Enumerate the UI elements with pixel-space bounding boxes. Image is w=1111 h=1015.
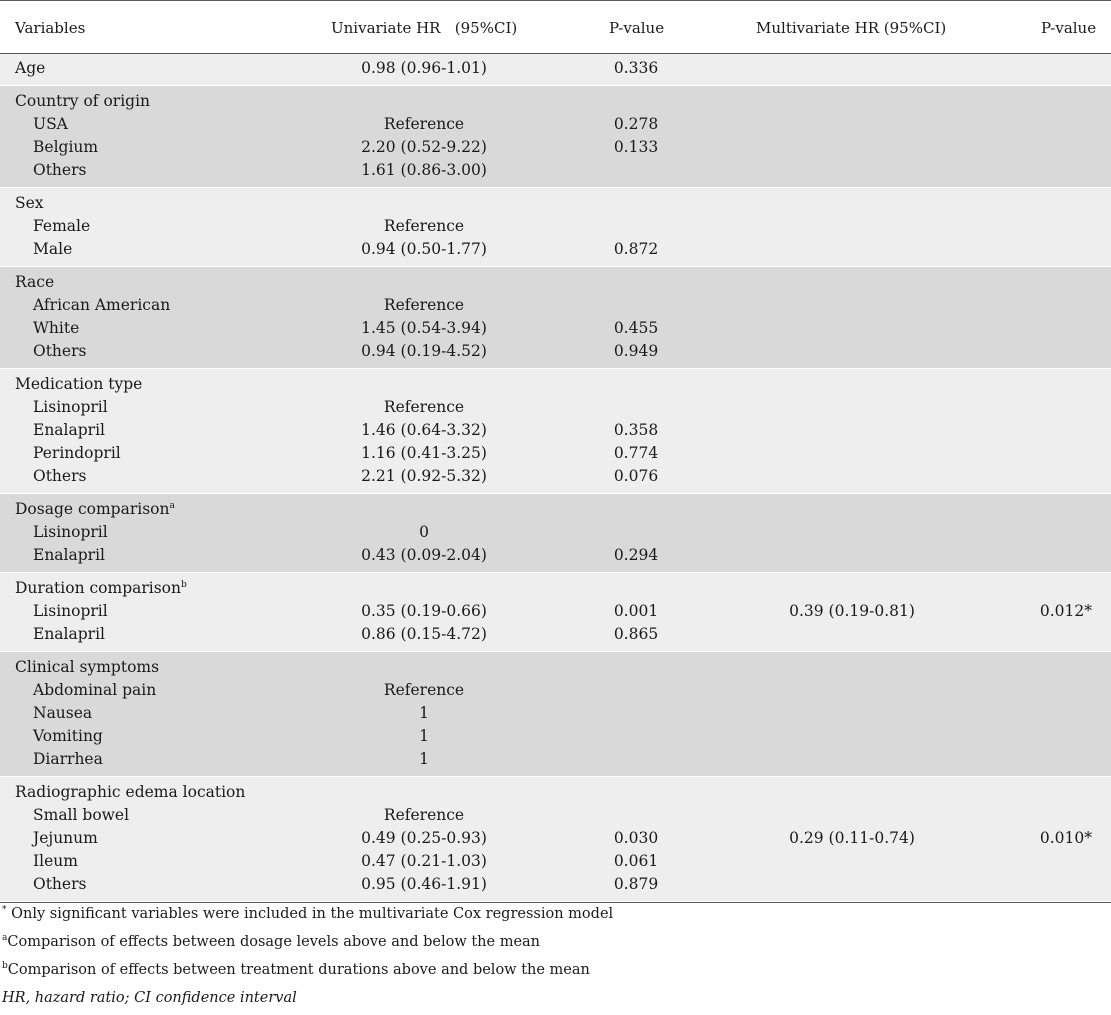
univariate-hr-cell: 1.45 (0.54-3.94) (361, 319, 487, 337)
multivariate-hr-cell: 0.39 (0.19-0.81) (789, 602, 915, 620)
table-row (0, 136, 1111, 159)
group-header-row (0, 57, 1111, 80)
variable-level: Lisinopril (33, 523, 108, 541)
univariate-hr-cell: 0.49 (0.25-0.93) (361, 829, 487, 847)
table-row (0, 623, 1111, 646)
table-group (0, 369, 1111, 494)
group-header-row (0, 656, 1111, 679)
univariate-hr-cell: Reference (383, 296, 465, 314)
univariate-hr-cell: 1 (419, 704, 429, 722)
group-label: Dosage comparison$^a$ (15, 500, 175, 518)
variable-level: Ileum (33, 852, 78, 870)
univariate-hr-cell: Reference (383, 681, 465, 699)
table-row (0, 215, 1111, 238)
group-header-row (0, 192, 1111, 215)
group-label: Clinical symptoms (15, 658, 160, 676)
variable-level: Male (33, 240, 73, 258)
univariate-p-cell: 0.358 (613, 421, 659, 439)
univariate-hr-cell: Reference (383, 398, 465, 416)
table-header (0, 0, 1111, 54)
header-univariate-hr: Univariate HR (95%CI) (331, 19, 518, 37)
table-row (0, 442, 1111, 465)
univariate-hr-cell: 0.47 (0.21-1.03) (361, 852, 487, 870)
table-row (0, 725, 1111, 748)
table-footnotes (0, 902, 1111, 1015)
footnote (0, 931, 1111, 959)
multivariate-p-cell: 0.010* (1039, 829, 1092, 847)
table-group (0, 652, 1111, 777)
variable-level: Lisinopril (33, 602, 108, 620)
table-row (0, 544, 1111, 567)
variable-level: Others (33, 467, 87, 485)
table-group (0, 777, 1111, 902)
table-row (0, 702, 1111, 725)
variable-level: Enalapril (33, 546, 105, 564)
header-variables: Variables (15, 19, 86, 37)
univariate-p-cell: 0.001 (613, 602, 659, 620)
table-group (0, 86, 1111, 188)
table-row (0, 159, 1111, 182)
univariate-hr-cell: Reference (383, 217, 465, 235)
table-group (0, 267, 1111, 369)
footnote-marker: * (2, 905, 7, 915)
univariate-p-cell: 0.336 (613, 59, 659, 77)
table-row (0, 340, 1111, 363)
variable-level: Female (33, 217, 91, 235)
univariate-hr-cell: 1 (419, 750, 429, 768)
group-label: Duration comparison$^b$ (15, 579, 187, 597)
table-row (0, 873, 1111, 896)
univariate-p-cell: 0.061 (613, 852, 659, 870)
univariate-hr-cell: 0.94 (0.50-1.77) (361, 240, 487, 258)
variable-level: Others (33, 161, 87, 179)
table-row (0, 521, 1111, 544)
group-label: Radiographic edema location (15, 783, 246, 801)
table-row (0, 396, 1111, 419)
univariate-p-cell: 0.076 (613, 467, 659, 485)
footnote-text: HR, hazard ratio; CI confidence interval (2, 990, 297, 1006)
univariate-hr-cell: 0.43 (0.09-2.04) (361, 546, 487, 564)
footnote (0, 903, 1111, 931)
univariate-hr-cell: 1.46 (0.64-3.32) (361, 421, 487, 439)
variable-level: Small bowel (33, 806, 130, 824)
variable-level: USA (33, 115, 68, 133)
group-label: Age (15, 59, 46, 77)
table-row (0, 600, 1111, 623)
variable-level: Enalapril (33, 421, 105, 439)
variable-level: Belgium (33, 138, 99, 156)
table-group (0, 494, 1111, 573)
table-row (0, 317, 1111, 340)
footnote-marker: a (169, 501, 175, 511)
footnote-marker: b (2, 961, 8, 971)
variable-level: Abdominal pain (33, 681, 157, 699)
table-row (0, 804, 1111, 827)
table-body (0, 54, 1111, 902)
group-label: Medication type (15, 375, 143, 393)
variable-level: African American (33, 296, 171, 314)
univariate-hr-cell: 2.20 (0.52-9.22) (361, 138, 487, 156)
variable-level: Jejunum (33, 829, 98, 847)
group-label: Country of origin (15, 92, 151, 110)
variable-level: Perindopril (33, 444, 121, 462)
table-row (0, 294, 1111, 317)
univariate-p-cell: 0.133 (613, 138, 659, 156)
footnote (0, 959, 1111, 987)
variable-level: Enalapril (33, 625, 105, 643)
footnote-text: Comparison of effects between dosage levels above and below the mean (7, 934, 541, 950)
multivariate-p-cell: 0.012* (1039, 602, 1092, 620)
header-p-value-univariate: P-value (609, 19, 665, 37)
variable-level: Diarrhea (33, 750, 103, 768)
variable-level: White (33, 319, 80, 337)
multivariate-hr-cell: 0.29 (0.11-0.74) (789, 829, 915, 847)
variable-level: Others (33, 342, 87, 360)
table-group (0, 188, 1111, 267)
variable-level: Others (33, 875, 87, 893)
table-group (0, 573, 1111, 652)
group-label: Sex (15, 194, 44, 212)
table-row (0, 465, 1111, 488)
univariate-p-cell: 0.278 (613, 115, 659, 133)
univariate-hr-cell: 0.98 (0.96-1.01) (361, 59, 487, 77)
table-row (0, 419, 1111, 442)
table-row (0, 827, 1111, 850)
variable-level: Lisinopril (33, 398, 108, 416)
group-header-row (0, 373, 1111, 396)
footnote (0, 987, 1111, 1015)
univariate-hr-cell: 1.16 (0.41-3.25) (361, 444, 487, 462)
univariate-p-cell: 0.879 (613, 875, 659, 893)
univariate-hr-cell: 0.35 (0.19-0.66) (361, 602, 487, 620)
table-row (0, 113, 1111, 136)
univariate-hr-cell: Reference (383, 115, 465, 133)
footnote-marker: b (181, 580, 187, 590)
univariate-hr-cell: Reference (383, 806, 465, 824)
univariate-hr-cell: 2.21 (0.92-5.32) (361, 467, 487, 485)
group-header-row (0, 498, 1111, 521)
footnote-marker: a (2, 933, 8, 943)
univariate-hr-cell: 0.86 (0.15-4.72) (361, 625, 487, 643)
univariate-p-cell: 0.865 (613, 625, 659, 643)
univariate-hr-cell: 0.95 (0.46-1.91) (361, 875, 487, 893)
univariate-p-cell: 0.872 (613, 240, 659, 258)
group-header-row (0, 271, 1111, 294)
variable-level: Nausea (33, 704, 93, 722)
header-multivariate-hr: Multivariate HR (95%CI) (756, 19, 947, 37)
header-p-value-multivariate: P-value (1041, 19, 1097, 37)
group-header-row (0, 90, 1111, 113)
table-row (0, 238, 1111, 261)
univariate-p-cell: 0.774 (613, 444, 659, 462)
univariate-p-cell: 0.294 (613, 546, 659, 564)
univariate-p-cell: 0.455 (613, 319, 659, 337)
group-label: Race (15, 273, 55, 291)
univariate-hr-cell: 1.61 (0.86-3.00) (361, 161, 487, 179)
table-row (0, 679, 1111, 702)
footnote-text: Comparison of effects between treatment durations above and below the mean (7, 962, 590, 978)
group-header-row (0, 577, 1111, 600)
univariate-hr-cell: 1 (419, 727, 429, 745)
footnote-text: Only significant variables were included in the multivariate Cox regression model (6, 906, 614, 922)
univariate-p-cell: 0.949 (613, 342, 659, 360)
group-header-row (0, 781, 1111, 804)
univariate-p-cell: 0.030 (613, 829, 659, 847)
table-row (0, 850, 1111, 873)
univariate-hr-cell: 0.94 (0.19-4.52) (361, 342, 487, 360)
table-row (0, 748, 1111, 771)
table-group (0, 54, 1111, 86)
variable-level: Vomiting (33, 727, 103, 745)
univariate-hr-cell: 0 (419, 523, 429, 541)
